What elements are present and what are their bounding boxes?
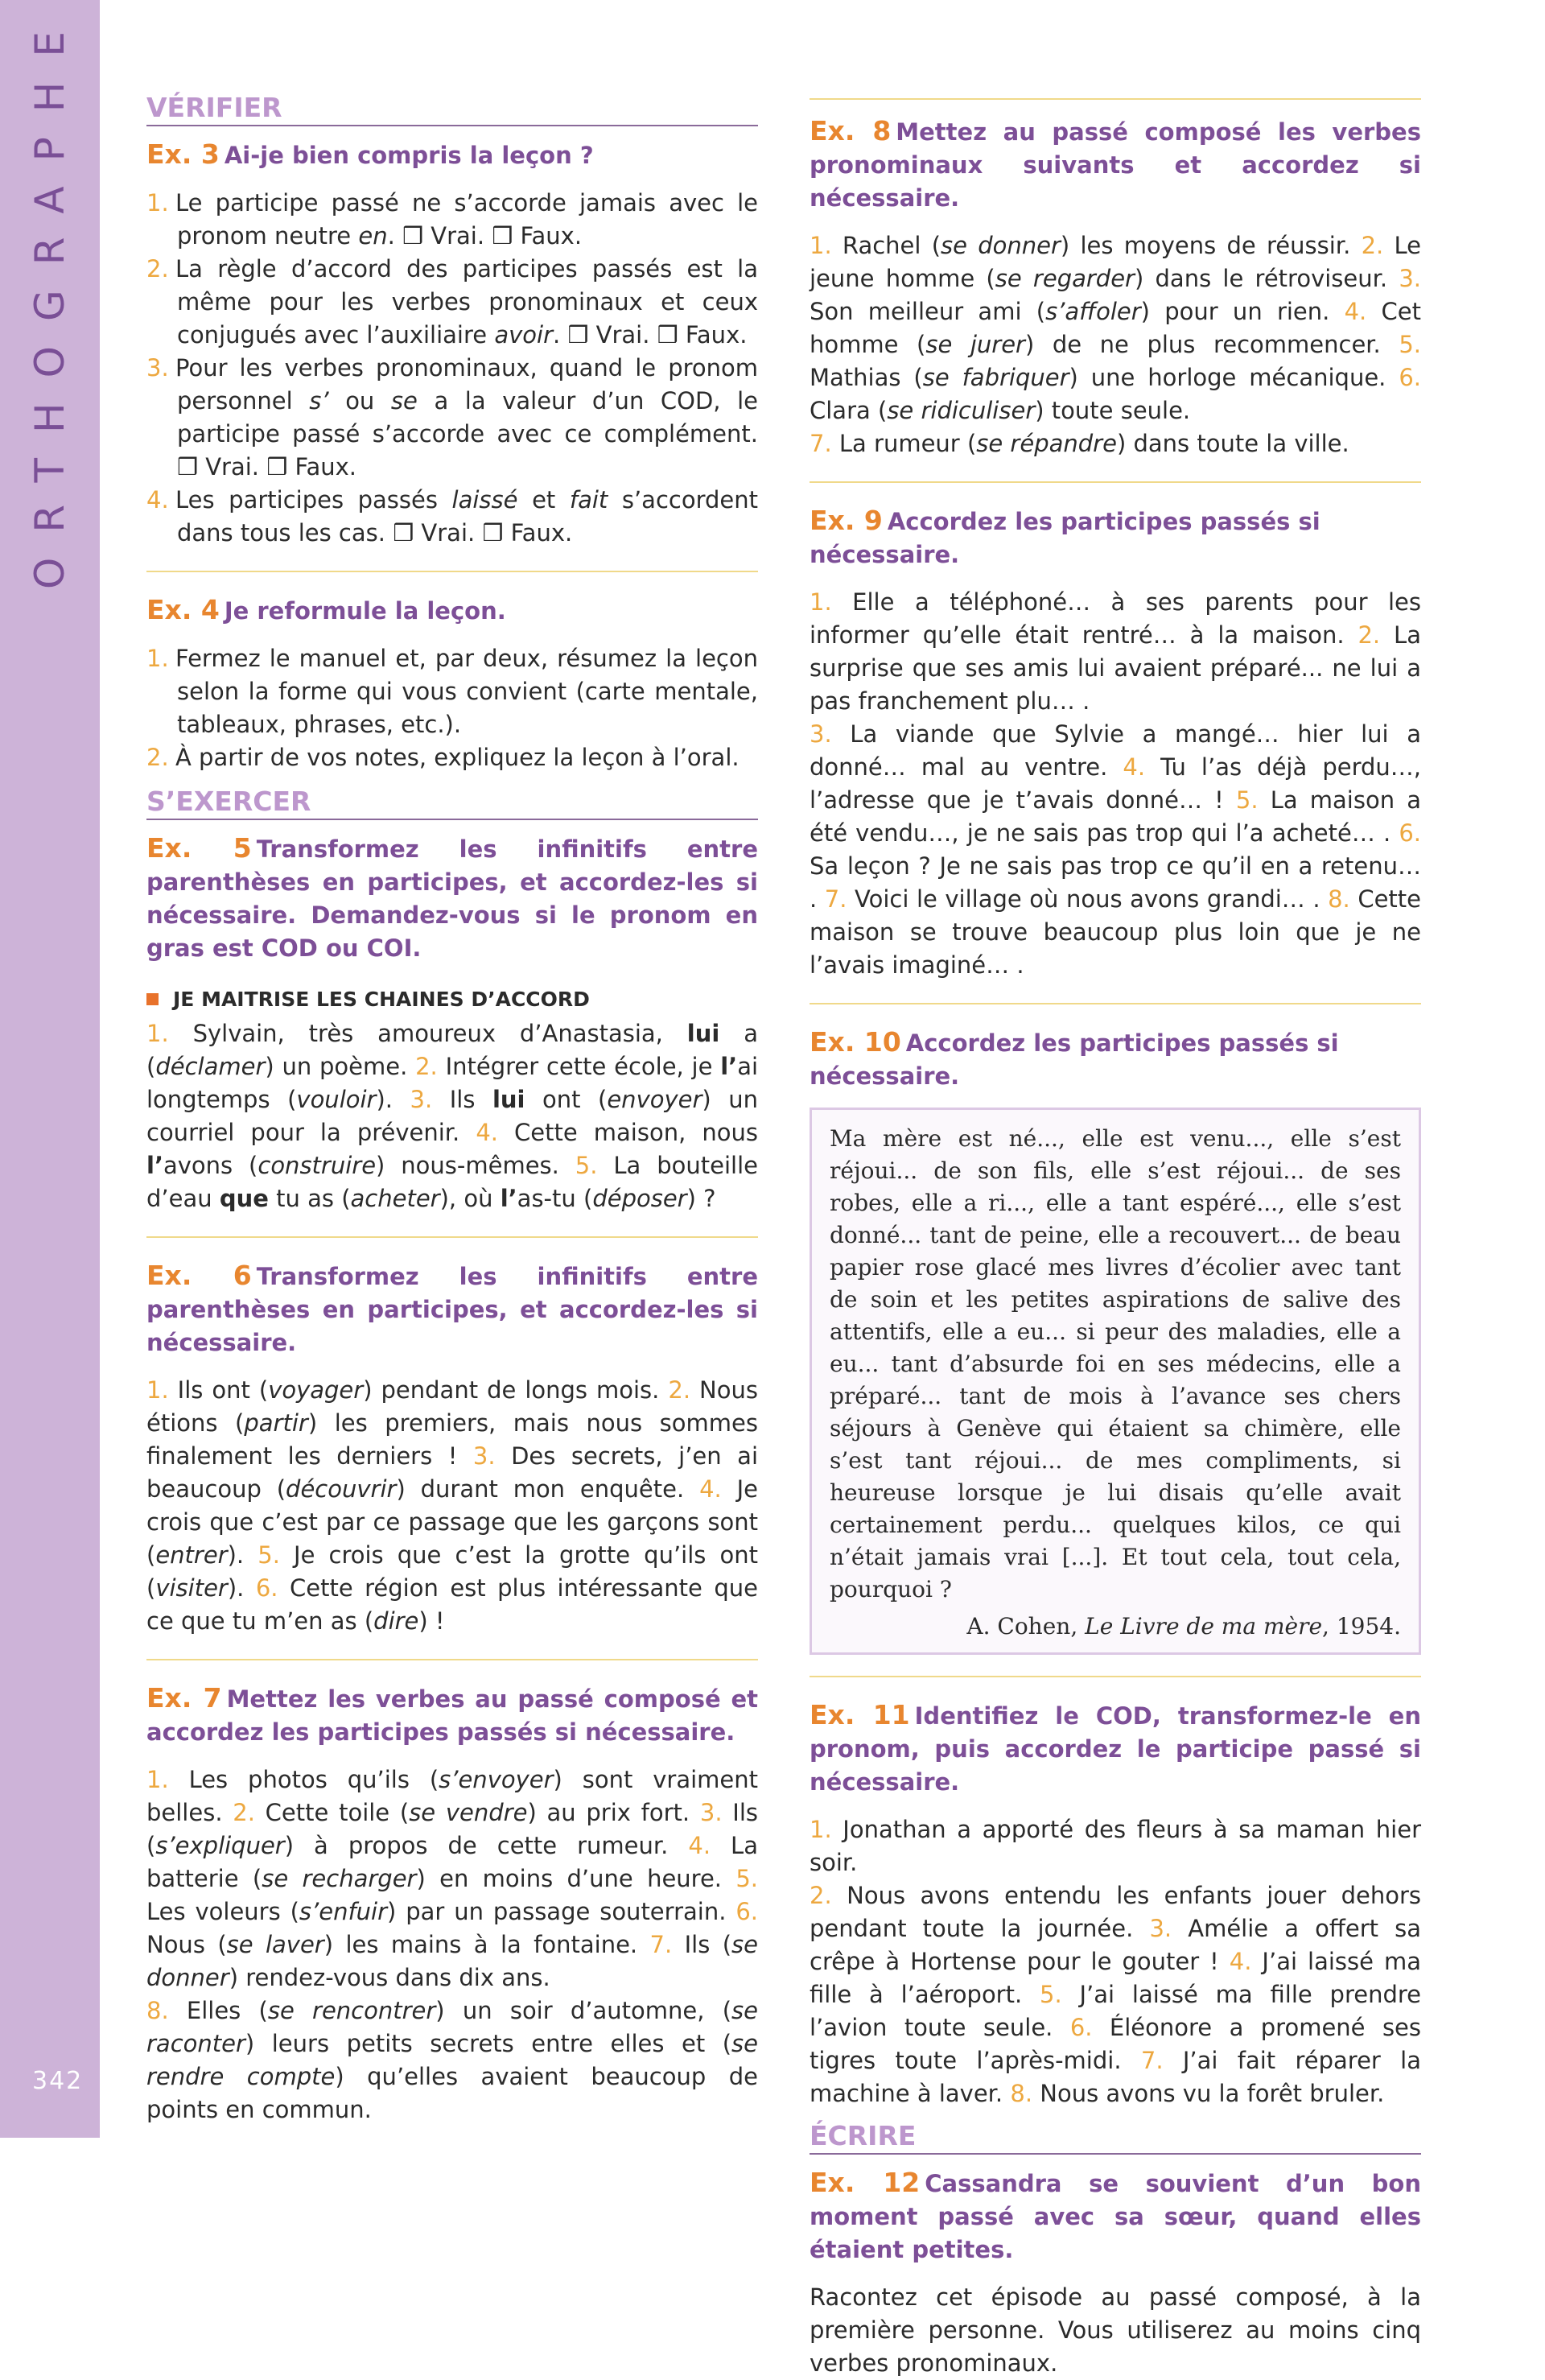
item-text-italic: s’: [309, 387, 329, 415]
item-number: 2.: [810, 1882, 832, 1909]
bold-pronoun: l’: [146, 1152, 163, 1179]
infinitive: se jurer: [925, 331, 1025, 358]
exercise-5: [146, 831, 758, 1215]
infinitive: se donner: [941, 232, 1061, 259]
item-number: 7.: [1140, 2047, 1164, 2074]
infinitive: se laver: [226, 1931, 324, 1958]
item-text: ) rendez-vous dans dix ans.: [229, 1964, 550, 1991]
exercise-number: Ex. 6: [146, 1260, 252, 1291]
exercise-number: Ex. 7: [146, 1682, 222, 1714]
quote-text: Ma mère est né..., elle est venu..., elle s’est réjoui... de son fils, elle s’est réjoui... de ses robes, elle a ri..., elle a tant espéré..., elle s’est donné... tant de peine, elle a recouvert... de beau papier rose glacé mes livres d’écolier avec tant de soin et les petites aspirations de salive des attentifs, elle a eu... si peur des maladies, elle a eu... tant d’absurde foi en ses médecins, elle a préparé... tant de mois à l’avance ses chers séjours à Genève qui étaient sa chimère, elle s’est tant réjoui... de mes compliments, si heureuse lorsque je lui disais qu’elle avait certainement perdu... quelques kilos, ce qui n’était jamais vrai [...]. Et tout cela, tout cela, pourquoi ?: [830, 1125, 1401, 1602]
item-text: Nous avons vu la forêt bruler.: [1032, 2080, 1385, 2107]
infinitive: voyager: [268, 1376, 364, 1404]
item-number: 3.: [472, 1442, 496, 1470]
item-text: Sa leçon ? Je ne sais pas trop ce qu’il en a retenu… .: [810, 852, 1421, 913]
item-number: 3.: [146, 354, 169, 382]
item-text: Je crois que c’est la grotte qu’ils ont (: [146, 1541, 758, 1602]
item-text: ) les moyens de réussir.: [1060, 232, 1362, 259]
item-text: Intégrer cette école, je: [437, 1053, 721, 1080]
item-number: 1.: [146, 645, 169, 672]
item-text: Les participes passés: [175, 486, 452, 514]
item-number: 2.: [146, 255, 169, 283]
infinitive: se fabriquer: [922, 364, 1069, 391]
exercise-number: Ex. 10: [810, 1026, 901, 1058]
item-text: Son meilleur ami (: [810, 298, 1046, 325]
exercise-heading: [810, 504, 1421, 571]
infinitive: envoyer: [607, 1086, 702, 1113]
infinitive: partir: [244, 1409, 308, 1437]
infinitive: entrer: [155, 1541, 228, 1569]
item-text: Les photos qu’ils (: [168, 1766, 439, 1793]
item-text: ) dans le rétroviseur.: [1134, 265, 1399, 292]
item-text: ) en moins d’une heure.: [416, 1865, 736, 1892]
item-text: ) de ne plus recommencer.: [1024, 331, 1399, 358]
item-text: Nous (: [146, 1931, 227, 1958]
item-text: ont (: [525, 1086, 608, 1113]
exercise-heading: [146, 138, 758, 172]
infinitive: se rendre compte: [146, 2030, 758, 2090]
list-item: [146, 741, 758, 774]
item-number: 4.: [688, 1832, 711, 1859]
exercise-body: [810, 1813, 1421, 2110]
item-number: 5.: [1399, 331, 1421, 358]
list-item: [146, 352, 758, 484]
item-text: ) à propos de cette rumeur.: [284, 1832, 689, 1859]
exercise-3: [146, 138, 758, 550]
exercise-body: [146, 1017, 758, 1215]
exercise-title: Identifiez le COD, transformez-le en pronom, puis accordez le participe passé si nécessaire.: [810, 1702, 1421, 1796]
item-text: Voici le village où nous avons grandi… .: [847, 885, 1329, 913]
exercise-number: Ex. 3: [146, 138, 220, 170]
exercise-4: [146, 571, 758, 774]
bold-pronoun: l’: [500, 1185, 517, 1212]
infinitive: se raconter: [146, 1997, 758, 2057]
item-text: ) nous-mêmes.: [376, 1152, 575, 1179]
exercise-title: Accordez les participes passés si nécessaire.: [810, 508, 1320, 568]
item-text: Les voleurs (: [146, 1898, 299, 1925]
quote-box: [810, 1108, 1421, 1655]
item-text: Éléonore a promené ses tigres toute l’après-midi.: [810, 2014, 1421, 2074]
item-text: ) les mains à la fontaine.: [323, 1931, 650, 1958]
item-number: 3.: [699, 1799, 723, 1826]
item-number: 1.: [146, 1376, 169, 1404]
left-column: [146, 89, 758, 2126]
item-text: Elle a téléphoné… à ses parents pour les informer qu’elle était rentré… à la maison.: [810, 588, 1421, 649]
item-number: 4.: [476, 1119, 498, 1146]
item-text: ) un courriel pour la prévenir.: [146, 1086, 758, 1146]
item-text-italic: fait: [569, 486, 608, 514]
item-text: Ils: [432, 1086, 492, 1113]
exercise-number: Ex. 8: [810, 115, 892, 146]
item-number: 6.: [1069, 2014, 1093, 2041]
exercise-number: Ex. 11: [810, 1699, 910, 1730]
exercise-title: Transformez les infinitifs entre parenthèses en participes, et accordez-les si nécessaire.: [146, 1263, 758, 1356]
item-text: La règle d’accord des participes passés est la même pour les verbes pronominaux et ceux conjugués avec l’auxiliaire: [175, 255, 758, 349]
subheading-text: JE MAITRISE LES CHAINES D’ACCORD: [173, 988, 590, 1011]
item-number: 5.: [258, 1541, 280, 1569]
infinitive: se rencontrer: [267, 1997, 436, 2024]
item-number: 4.: [146, 486, 169, 514]
item-number: 5.: [1235, 786, 1259, 814]
item-number: 5.: [735, 1865, 759, 1892]
item-number: 2.: [233, 1799, 255, 1826]
item-text: Clara (: [810, 397, 888, 424]
item-text: tu as (: [268, 1185, 351, 1212]
quote-year: , 1954.: [1322, 1613, 1401, 1640]
item-text: Le jeune homme (: [810, 232, 1421, 292]
item-number: 4.: [1229, 1948, 1252, 1975]
item-number: 2.: [146, 744, 169, 771]
item-text: as-tu (: [517, 1185, 593, 1212]
item-number: 8.: [1328, 885, 1350, 913]
infinitive: acheter: [350, 1185, 440, 1212]
exercise-body: [810, 586, 1421, 982]
item-text: La rumeur (: [831, 430, 977, 457]
list-item: [146, 187, 758, 253]
item-text: Ils (: [146, 1799, 758, 1859]
item-list: [146, 187, 758, 550]
item-number: 2.: [1358, 621, 1381, 649]
item-number: 1.: [146, 189, 169, 217]
exercise-number: Ex. 4: [146, 594, 220, 625]
item-text: . ❒ Vrai. ❒ Faux.: [387, 222, 583, 250]
infinitive: s’envoyer: [439, 1766, 554, 1793]
item-text: Tu l’as déjà perdu…, l’adresse que je t’avais donné… !: [810, 753, 1421, 814]
item-text: . ❒ Vrai. ❒ Faux.: [553, 321, 748, 349]
item-text: Cette maison se trouve beaucoup plus loin que je ne l’avais imaginé… .: [810, 885, 1422, 979]
section-title-verifier: VÉRIFIER: [146, 92, 758, 126]
infinitive: dire: [373, 1607, 419, 1635]
infinitive: découvrir: [286, 1475, 397, 1503]
infinitive: se ridiculiser: [887, 397, 1036, 424]
item-text-italic: se: [390, 387, 418, 415]
exercise-number: Ex. 5: [146, 832, 252, 864]
item-text: J’ai laissé ma fille à l’aéroport.: [810, 1948, 1421, 2008]
item-number: 1.: [810, 588, 832, 616]
item-number: 3.: [1149, 1915, 1172, 1942]
item-text: Cette toile (: [254, 1799, 410, 1826]
item-text: ).: [227, 1541, 258, 1569]
exercise-title: Mettez au passé composé les verbes pronominaux suivants et accordez si nécessaire.: [810, 118, 1421, 212]
item-text: a (: [146, 1020, 758, 1080]
item-text: ) par un passage souterrain.: [387, 1898, 736, 1925]
page-number: 342: [32, 2067, 84, 2095]
infinitive: se donner: [146, 1931, 758, 1991]
item-text: ) pendant de longs mois.: [363, 1376, 669, 1404]
infinitive: vouloir: [296, 1086, 377, 1113]
item-text: ai longtemps (: [146, 1053, 759, 1113]
exercise-heading: [146, 831, 758, 965]
infinitive: se répandre: [976, 430, 1117, 457]
item-number: 2.: [668, 1376, 691, 1404]
exercise-heading: [810, 2166, 1421, 2267]
exercise-title: Mettez les verbes au passé composé et accordez les participes passés si nécessaire.: [146, 1685, 758, 1746]
list-item: [146, 253, 758, 352]
quote-book-title: Le Livre de ma mère: [1085, 1613, 1323, 1640]
item-text-italic: en: [358, 222, 388, 250]
item-number: 1.: [810, 1816, 832, 1843]
square-bullet-icon: [146, 993, 159, 1005]
exercise-body: [146, 1374, 758, 1638]
exercise-title: Accordez les participes passés si nécessaire.: [810, 1029, 1339, 1090]
item-number: 7.: [824, 885, 847, 913]
item-text: À partir de vos notes, expliquez la leçon à l’oral.: [175, 744, 740, 771]
item-text: La maison a été vendu…, je ne sais pas trop qui l’a acheté… .: [810, 786, 1421, 847]
item-text: Des secrets, j’en ai beaucoup (: [146, 1442, 759, 1503]
item-text: La bouteille d’eau: [146, 1152, 758, 1212]
item-number: 2.: [415, 1053, 438, 1080]
exercise-body: [810, 229, 1421, 460]
item-text: Nous avons entendu les enfants jouer dehors pendant toute la journée.: [810, 1882, 1421, 1942]
item-text: avons (: [163, 1152, 258, 1179]
exercise-8: [810, 98, 1421, 460]
item-text: ) dans toute la ville.: [1116, 430, 1349, 457]
bold-pronoun: lui: [492, 1086, 525, 1113]
item-text: Le participe passé ne s’accorde jamais avec le pronom neutre: [175, 189, 758, 250]
item-number: 8.: [1010, 2080, 1033, 2107]
infinitive: visiter: [155, 1574, 228, 1602]
subheading: [146, 988, 758, 1011]
item-text: Mathias (: [810, 364, 923, 391]
item-text: J’ai fait réparer la machine à laver.: [810, 2047, 1421, 2107]
item-text: ) un poème.: [265, 1053, 416, 1080]
item-text: Ils (: [672, 1931, 732, 1958]
item-text-italic: avoir: [494, 321, 553, 349]
item-text: Cette maison, nous: [498, 1119, 758, 1146]
infinitive: se recharger: [262, 1865, 417, 1892]
item-number: 3.: [810, 720, 832, 748]
item-text: Cet homme (: [810, 298, 1421, 358]
infinitive: déposer: [592, 1185, 687, 1212]
item-text: s’accordent dans tous les cas. ❒ Vrai. ❒ Faux.: [177, 486, 758, 547]
item-text: Pour les verbes pronominaux, quand le pronom personnel: [175, 354, 758, 415]
item-text: ), où: [439, 1185, 501, 1212]
item-text: La batterie (: [146, 1832, 758, 1892]
exercise-title: Cassandra se souvient d’un bon moment passé avec sa sœur, quand elles étaient petites.: [810, 2170, 1421, 2263]
item-text: Je crois que c’est par ce passage que les garçons sont (: [146, 1475, 758, 1569]
item-text: ) un soir d’automne, (: [435, 1997, 732, 2024]
list-item: [146, 642, 758, 741]
item-text: a la valeur d’un COD, le participe passé s’accorde avec ce complément. ❒ Vrai. ❒ Faux.: [177, 387, 759, 481]
item-text: Jonathan a apporté des fleurs à sa maman hier soir.: [810, 1816, 1421, 1876]
item-text: Nous étions (: [146, 1376, 758, 1437]
exercise-body: [146, 1763, 758, 2126]
item-number: 7.: [810, 430, 832, 457]
exercise-10: [810, 1003, 1421, 1655]
exercise-number: Ex. 12: [810, 2167, 921, 2198]
exercise-body: Racontez cet épisode au passé composé, à la première personne. Vous utiliserez au moins cinq verbes pronominaux.: [810, 2283, 1421, 2377]
exercise-heading: [810, 114, 1421, 215]
section-title-ecrire: ÉCRIRE: [810, 2120, 1421, 2155]
exercise-6: [146, 1236, 758, 1638]
exercise-number: Ex. 9: [810, 505, 883, 536]
item-text: ) une horloge mécanique.: [1069, 364, 1399, 391]
infinitive: déclamer: [155, 1053, 266, 1080]
exercise-title: Je reformule la leçon.: [224, 597, 506, 625]
item-text: La viande que Sylvie a mangé… hier lui a donné… mal au ventre.: [810, 720, 1421, 781]
item-text: Rachel (: [831, 232, 941, 259]
bold-pronoun: l’: [720, 1053, 738, 1080]
right-column: [810, 98, 1421, 2380]
item-text: ) toute seule.: [1035, 397, 1191, 424]
item-number: 3.: [1399, 265, 1422, 292]
item-number: 3.: [410, 1086, 433, 1113]
item-text: ) ?: [686, 1185, 716, 1212]
item-text: ) leurs petits secrets entre elles et (: [245, 2030, 732, 2057]
item-number: 6.: [255, 1574, 278, 1602]
item-text: ) !: [418, 1607, 445, 1635]
item-text: Sylvain, très amoureux d’Anastasia,: [168, 1020, 687, 1047]
infinitive: construire: [258, 1152, 377, 1179]
item-text: ).: [227, 1574, 256, 1602]
exercise-title: Ai-je bien compris la leçon ?: [224, 142, 594, 169]
infinitive: se regarder: [995, 265, 1135, 292]
item-text: ) sont vraiment belles.: [146, 1766, 758, 1826]
infinitive: s’expliquer: [155, 1832, 285, 1859]
list-item: [146, 484, 758, 550]
item-text-italic: laissé: [451, 486, 518, 514]
item-text: Amélie a offert sa crêpe à Hortense pour le gouter !: [810, 1915, 1421, 1975]
item-number: 4.: [699, 1475, 722, 1503]
item-text: Cette région est plus intéressante que ce que tu m’en as (: [146, 1574, 758, 1635]
item-number: 5.: [1040, 1981, 1062, 2008]
item-text: ou: [328, 387, 391, 415]
exercise-12: [810, 2166, 1421, 2380]
item-text: ) durant mon enquête.: [396, 1475, 700, 1503]
infinitive: s’enfuir: [299, 1898, 388, 1925]
item-number: 2.: [1361, 232, 1384, 259]
exercise-11: [810, 1676, 1421, 2110]
item-text: ) les premiers, mais nous sommes finalement les derniers !: [146, 1409, 758, 1470]
item-list: [146, 642, 758, 774]
item-text: ).: [376, 1086, 410, 1113]
infinitive: se vendre: [409, 1799, 528, 1826]
bold-pronoun: que: [219, 1185, 269, 1212]
item-text: Fermez le manuel et, par deux, résumez la leçon selon la forme qui vous convient (carte mentale, tableaux, phrases, etc.).: [175, 645, 758, 738]
item-number: 8.: [146, 1997, 169, 2024]
exercise-heading: [810, 1698, 1421, 1799]
sidebar-title: ORTHOGRAPHE: [27, 6, 73, 589]
item-text: La surprise que ses amis lui avaient préparé... ne lui a pas franchement plu… .: [810, 621, 1421, 715]
quote-source: [830, 1611, 1401, 1643]
item-text: ) au prix fort.: [527, 1799, 700, 1826]
item-number: 1.: [146, 1020, 169, 1047]
item-number: 6.: [735, 1898, 758, 1925]
item-number: 1.: [810, 232, 832, 259]
quote-author: A. Cohen,: [966, 1613, 1086, 1640]
item-text: J’ai laissé ma fille prendre l’avion toute seule.: [810, 1981, 1421, 2041]
infinitive: s’affoler: [1045, 298, 1141, 325]
item-number: 5.: [575, 1152, 598, 1179]
item-number: 4.: [1344, 298, 1367, 325]
item-number: 4.: [1123, 753, 1146, 781]
item-text: Ils ont (: [168, 1376, 269, 1404]
sidebar: [0, 0, 100, 2138]
item-number: 1.: [146, 1766, 169, 1793]
exercise-heading: [146, 1681, 758, 1749]
section-title-sexercer: S’EXERCER: [146, 786, 758, 820]
exercise-heading: [810, 1025, 1421, 1093]
exercise-9: [810, 481, 1421, 982]
exercise-7: [146, 1659, 758, 2126]
exercise-heading: [146, 1259, 758, 1359]
item-text: Elles (: [168, 1997, 268, 2024]
item-text: ) pour un rien.: [1140, 298, 1345, 325]
item-text: ) qu’elles avaient beaucoup de points en commun.: [146, 2063, 758, 2123]
bold-pronoun: lui: [686, 1020, 720, 1047]
item-number: 7.: [649, 1931, 673, 1958]
exercise-heading: [146, 593, 758, 628]
exercise-title: Transformez les infinitifs entre parenthèses en participes, et accordez-les si nécessaire. Demandez-vous si le pronom en gras est COD ou COI.: [146, 835, 758, 962]
item-text: et: [517, 486, 570, 514]
item-number: 6.: [1399, 364, 1421, 391]
item-number: 6.: [1399, 819, 1421, 847]
